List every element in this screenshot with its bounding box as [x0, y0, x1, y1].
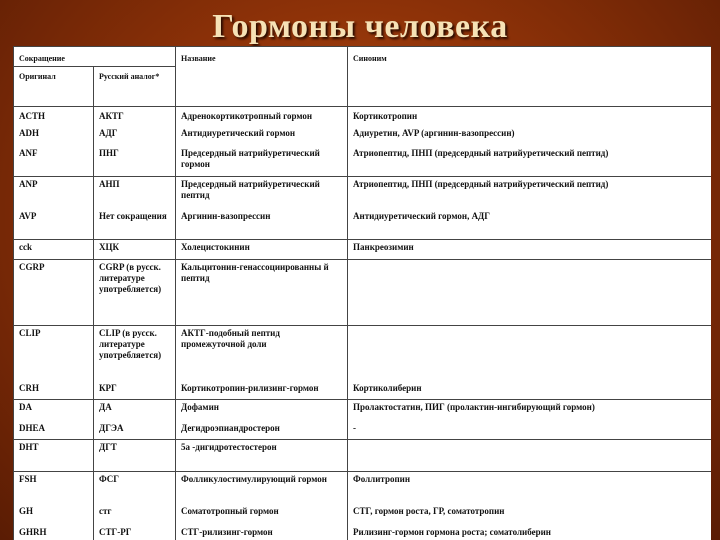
table-row	[14, 472, 712, 504]
cell-rus: ХЦК	[94, 240, 176, 260]
cell-orig: FSH	[14, 472, 94, 504]
cell-rus: Нет сокращения	[94, 209, 176, 240]
cell-syn: Кортиколиберин	[348, 381, 711, 400]
cell-name: СТГ-рилизинг-гормон	[176, 525, 348, 540]
cell-orig: ANF	[14, 146, 94, 177]
cell-syn: Атриопептид, ПНП (предсердный натрийуретический пептид)	[348, 146, 711, 177]
table-row	[14, 400, 712, 421]
cell-syn: Пролактостатин, ПИГ (пролактин-ингибирующий гормон)	[348, 400, 711, 421]
cell-orig: AVP	[14, 209, 94, 240]
cell-name: Предсердный натрийуретический пептид	[176, 177, 348, 209]
cell-orig: DA	[14, 400, 94, 421]
cell-syn: Панкреозимин	[348, 240, 711, 260]
cell-rus: ДГЭА	[94, 421, 176, 440]
table-row	[14, 326, 712, 381]
cell-rus: ПНГ	[94, 146, 176, 177]
table-row	[14, 504, 712, 525]
cell-name: Предсердный натрийуретический гормон	[176, 146, 348, 177]
table-row	[14, 440, 712, 472]
cell-rus: ФСГ	[94, 472, 176, 504]
cell-name: АКТГ-подобный пептид промежуточной доли	[176, 326, 348, 381]
cell-orig: GH	[14, 504, 94, 525]
header-original: Оригинал	[14, 67, 94, 107]
table-row	[14, 126, 712, 146]
cell-rus: ДА	[94, 400, 176, 421]
cell-syn: Рилизинг-гормон гормона роста; соматолиберин	[348, 525, 711, 540]
cell-name: Холецистокинин	[176, 240, 348, 260]
page-title: Гормоны человека	[212, 8, 508, 45]
header-name: Название	[176, 47, 348, 107]
cell-syn: -	[348, 421, 711, 440]
cell-name: Кальцитонин-генассоциированны й пептид	[176, 260, 348, 326]
cell-name: Адренокортикотропный гормон	[176, 107, 348, 126]
cell-name: Дофамин	[176, 400, 348, 421]
cell-rus: CLIP (в русск. литературе употребляется)	[94, 326, 176, 381]
cell-syn: Антидиуретический гормон, АДГ	[348, 209, 711, 240]
cell-syn: Атриопептид, ПНП (предсердный натрийуретический пептид)	[348, 177, 711, 209]
cell-syn: СТГ, гормон роста, ГР, соматотропин	[348, 504, 711, 525]
cell-orig: CLIP	[14, 326, 94, 381]
cell-rus: стг	[94, 504, 176, 525]
cell-syn: Фоллитропин	[348, 472, 711, 504]
cell-rus: АДГ	[94, 126, 176, 146]
table-row	[14, 421, 712, 440]
cell-orig: cck	[14, 240, 94, 260]
cell-syn: Адиуретин, AVP (аргинин-вазопрессин)	[348, 126, 711, 146]
cell-name: 5а -дигидротестостерон	[176, 440, 348, 472]
hormones-table	[13, 46, 711, 540]
cell-syn: Кортикотропин	[348, 107, 711, 126]
cell-orig: CRH	[14, 381, 94, 400]
table-row	[14, 107, 712, 126]
header-russian: Русский аналог*	[94, 67, 176, 107]
cell-orig: DHT	[14, 440, 94, 472]
header-synonym: Синоним	[348, 47, 711, 107]
cell-syn	[348, 440, 711, 472]
cell-name: Соматотропный гормон	[176, 504, 348, 525]
cell-rus: АКТГ	[94, 107, 176, 126]
cell-orig: GHRH	[14, 525, 94, 540]
table-row	[14, 381, 712, 400]
cell-orig: ADH	[14, 126, 94, 146]
cell-name: Кортикотропин-рилизинг-гормон	[176, 381, 348, 400]
table-row	[14, 240, 712, 260]
cell-name: Антидиуретический гормон	[176, 126, 348, 146]
cell-orig: ANP	[14, 177, 94, 209]
cell-orig: CGRP	[14, 260, 94, 326]
cell-name: Фолликулостимулирующий гормон	[176, 472, 348, 504]
table-row	[14, 177, 712, 209]
cell-rus: СТГ-РГ	[94, 525, 176, 540]
cell-name: Дегидроэпиандростерон	[176, 421, 348, 440]
table-row	[14, 209, 712, 240]
cell-name: Аргинин-вазопрессин	[176, 209, 348, 240]
cell-rus: CGRP (в русск. литературе употребляется)	[94, 260, 176, 326]
cell-rus: КРГ	[94, 381, 176, 400]
cell-orig: DHEA	[14, 421, 94, 440]
cell-orig: ACTH	[14, 107, 94, 126]
table-row	[14, 146, 712, 177]
header-abbreviation: Сокращение	[14, 47, 176, 67]
cell-rus: ДГТ	[94, 440, 176, 472]
table-row	[14, 525, 712, 540]
table-row	[14, 260, 712, 326]
cell-rus: АНП	[94, 177, 176, 209]
cell-syn	[348, 326, 711, 381]
cell-syn	[348, 260, 711, 326]
